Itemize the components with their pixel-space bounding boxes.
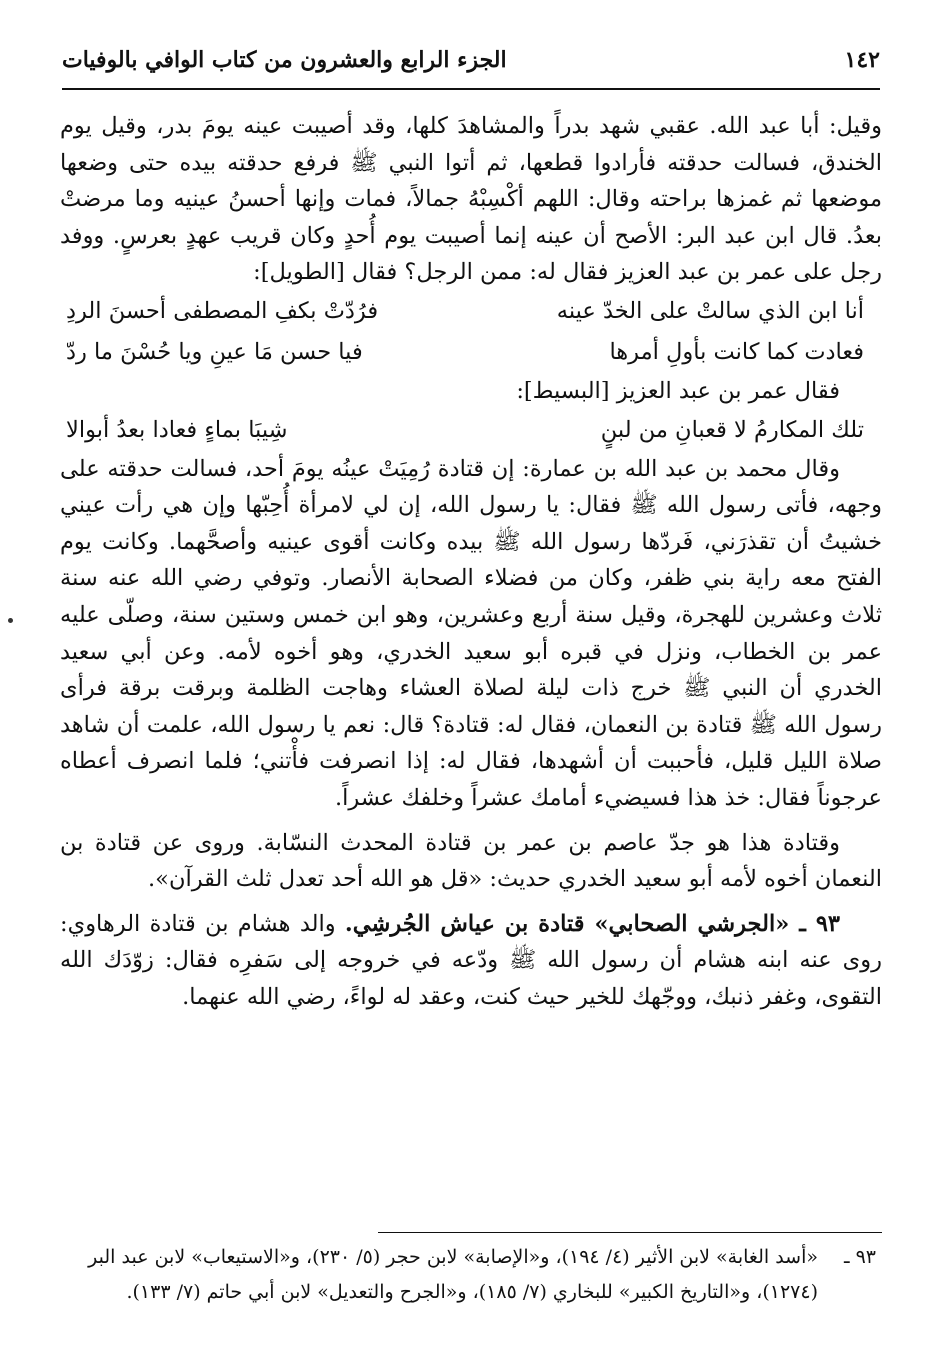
entry-93-heading: ٩٣ ـ «الجرشي الصحابي» قتادة بن عياش الجُرشِي. (344, 910, 840, 937)
footnote-line-2: (١٢٧٤)، و«التاريخ الكبير» للبخاري (٧/ ١٨٥)، و«الجرح والتعديل» لابن أبي حاتم (٧/ ١٣٣). (126, 1281, 818, 1303)
footnote-93 (60, 1240, 876, 1275)
paragraph-1: وقيل: أبا عبد الله. عقبي شهد بدراً والمشاهدَ كلها، وقد أصيبت عينه يومَ بدر، وقيل يوم الخندق، فسالت حدقته فأرادوا قطعها، ثم أتوا النبي ﷺ فرفع حدقته بيده حتى وضعها موضعها ثم غمزها براحته وقال: اللهم أكْسِبْهُ جمالاً، فمات وإنها أحسنُ عينيه وما مرضتْ بعدُ. قال ابن عبد البر: الأصح أن عينه إنما أصيبت يوم أُحدٍ وكان قريب عهدٍ بعرسٍ. ووفد رجل على عمر بن عبد العزيز فقال له: ممن الرجل؟ فقال [الطويل]: (60, 113, 882, 286)
page-header (62, 38, 880, 82)
paragraph-5 (60, 906, 882, 1016)
verse-3-second-hemistich: شِيبَا بماءٍ فعادا بعدُ أبوالا (66, 416, 288, 443)
margin-dot (8, 618, 13, 623)
footnotes (60, 1240, 876, 1310)
paragraph-4: وقتادة هذا هو جدّ عاصم بن عمر بن قتادة المحدث النسّابة. وروى عن قتادة بن النعمان أخوه لأمه أبو سعيد الخدري حديث: «قل هو الله أحد تعدل ثلث القرآن». (60, 829, 882, 893)
verse-3-first-hemistich: تلك المكارمُ لا قعبانِ من لبنٍ (600, 416, 864, 443)
verse-line-3 (60, 410, 882, 451)
footnote-divider (378, 1232, 882, 1233)
verse-line-1 (60, 291, 882, 332)
verse-2-second-hemistich: فيا حسن مَا عينِ ويا حُسْنَ ما ردّ (66, 338, 363, 365)
header-divider (62, 88, 880, 90)
page-number: ١٤٢ (844, 47, 880, 73)
footnote-line-1: «أسد الغابة» لابن الأثير (٤/ ١٩٤)، و«الإصابة» لابن حجر (٥/ ٢٣٠)، و«الاستيعاب» لابن عبد البر (88, 1246, 818, 1268)
running-title: الجزء الرابع والعشرون من كتاب الوافي بالوفيات (62, 47, 507, 73)
paragraph-2: فقال عمر بن عبد العزيز [البسيط]: (516, 377, 840, 404)
main-text (60, 108, 882, 1015)
verse-1-first-hemistich: أنا ابن الذي سالتْ على الخدّ عينه (556, 297, 864, 324)
verse-line-2 (60, 332, 882, 373)
footnote-number: ٩٣ ـ (843, 1246, 876, 1268)
verse-1-second-hemistich: فرُدّتْ بكفِ المصطفى أحسنَ الردِ (66, 297, 379, 324)
paragraph-3: وقال محمد بن عبد الله بن عمارة: إن قتادة رُمِيَتْ عينُه يومَ أحد، فسالت حدقته على وجهه، فأتى رسول الله ﷺ فقال: يا رسول الله، إن لي لامرأة أُحِبّها وإن هي رأت عيني خشيتُ أن تقذرَني، فَردّها رسول الله ﷺ بيده وكانت أقوى عينيه وأصحَّهما. وكانت يوم الفتح معه راية بني ظفر، وكان من فضلاء الصحابة الأنصار. وتوفي رضي الله عنه سنة ثلاث وعشرين للهجرة، وقيل سنة أربع وعشرين، وهو ابن خمس وستين سنة، وصلّى عليه عمر بن الخطاب، ونزل في قبره أبو سعيد الخدري، وهو أخوه لأمه. وعن أبي سعيد الخدري أن النبي ﷺ خرج ذات ليلة لصلاة العشاء وهاجت الظلمة وبرقت برقة فرأى رسول الله ﷺ قتادة بن النعمان، فقال له: قتادة؟ قال: نعم يا رسول الله، علمت أن شاهد صلاة الليل قليل، فأحببت أن أشهدها، فقال له: إذا انصرفت فأْتني؛ فلما انصرف أعطاه عرجوناً فقال: خذ هذا فسيضيء أمامك عشراً وخلفك عشراً. (60, 455, 882, 811)
verse-2-first-hemistich: فعادت كما كانت بأولِ أمرها (609, 338, 864, 365)
entry-93-text: والد هشام بن قتادة الرهاوي: روى عنه ابنه هشام أن رسول الله ﷺ ودّعه في خروجه إلى سَفرِه فقال: زوّدَك الله التقوى، وغفر ذنبك، ووجّهك للخير حيث كنت، وعقد له لواءً، رضي الله عنهما. (60, 910, 882, 1010)
